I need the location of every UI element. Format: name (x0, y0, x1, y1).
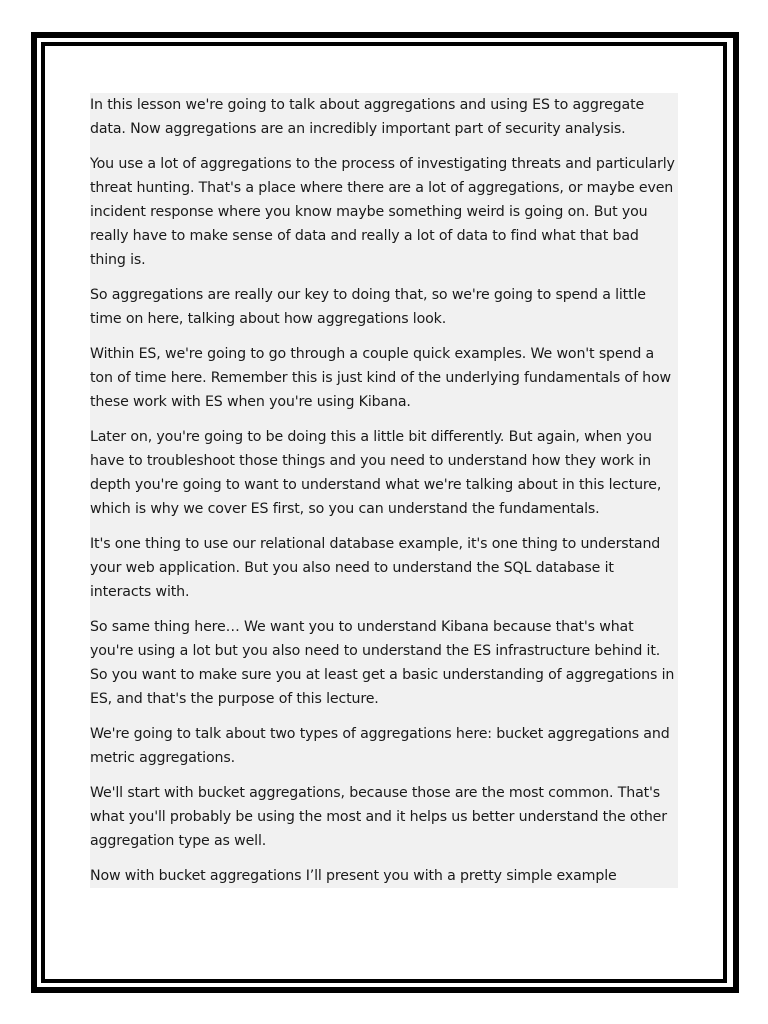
paragraph: Later on, you're going to be doing this a little bit differently. But again, when you have to troubleshoot those things and you need to understand how they work in depth you're going to want to understand what we're talking about in this lecture, which is why we cover ES first, so you can understand the fundamentals. (90, 429, 662, 517)
paragraph: We'll start with bucket aggregations, because those are the most common. That's what you'll probably be using the most and it helps us better understand the other aggregation type as well. (90, 785, 667, 849)
paragraph: Within ES, we're going to go through a couple quick examples. We won't spend a ton of time here. Remember this is just kind of the underlying fundamentals of how these work with ES when you're using Kibana. (90, 346, 671, 410)
paragraph: In this lesson we're going to talk about aggregations and using ES to aggregate data. Now aggregations are an incredibly important part of security analysis. (90, 97, 645, 137)
paragraph: You use a lot of aggregations to the process of investigating threats and particularly threat hunting. That's a place where there are a lot of aggregations, or maybe even incident response where you know maybe something weird is going on. But you really have to make sense of data and really a lot of data to find what that bad thing is. (90, 156, 675, 268)
paragraph: So same thing here… We want you to understand Kibana because that's what you're using a lot but you also need to understand the ES infrastructure behind it. So you want to make sure you at least get a basic understanding of aggregations in ES, and that's the purpose of this lecture. (90, 619, 675, 707)
text-body (90, 93, 678, 888)
paragraph: We're going to talk about two types of aggregations here: bucket aggregations and metric aggregations. (90, 726, 670, 766)
paragraph: Now with bucket aggregations I’ll present you with a pretty simple example (90, 868, 617, 884)
paragraph: So aggregations are really our key to doing that, so we're going to spend a little time on here, talking about how aggregations look. (90, 287, 646, 327)
paragraph: It's one thing to use our relational database example, it's one thing to understand your web application. But you also need to understand the SQL database it interacts with. (90, 536, 661, 600)
